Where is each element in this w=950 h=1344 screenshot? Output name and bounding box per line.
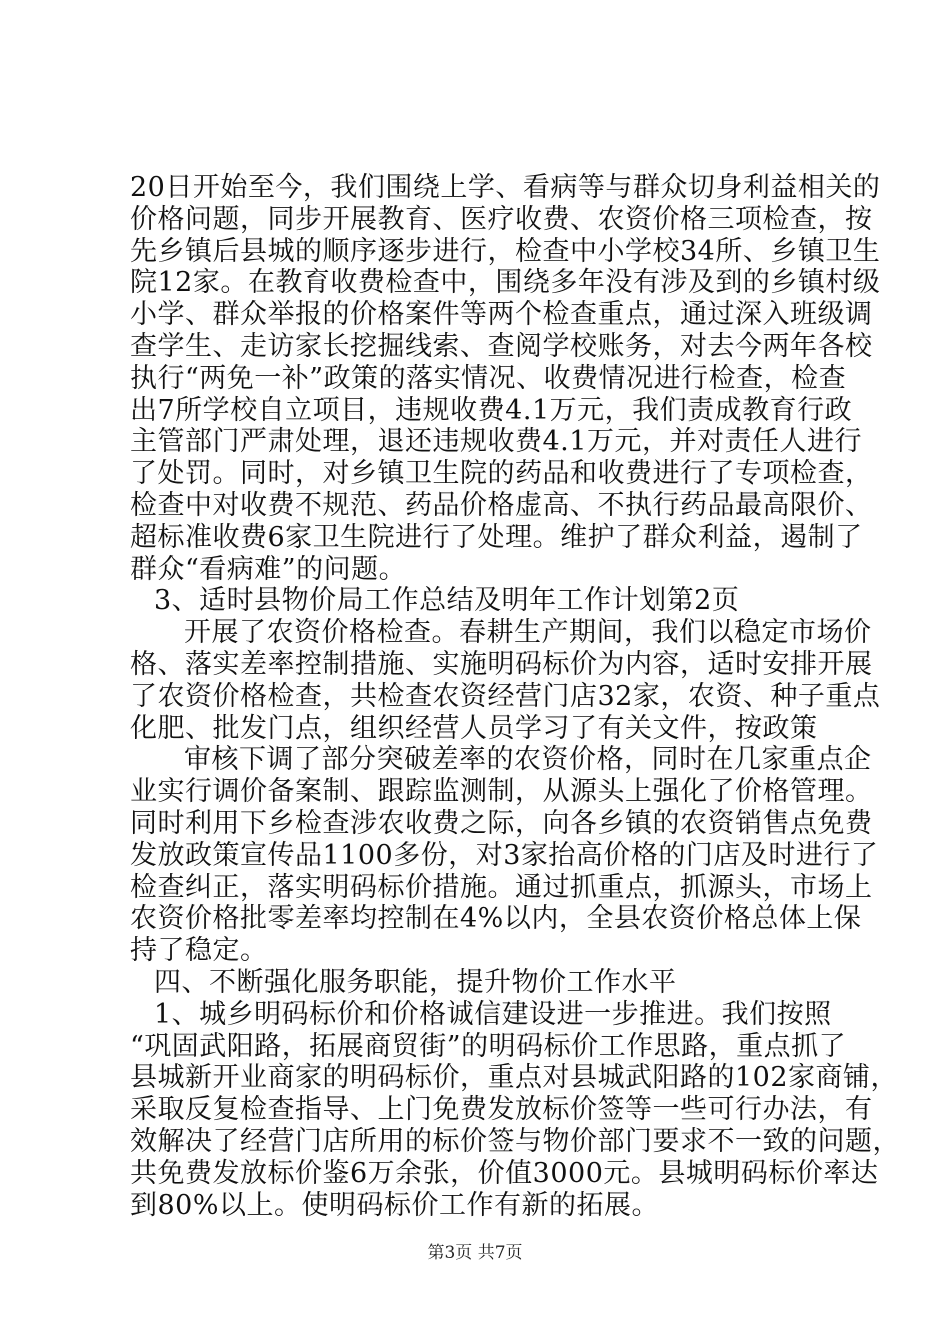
text-line: 审核下调了部分突破差率的农资价格，同时在几家重点企: [184, 744, 872, 776]
text-line: 到80%以上。使明码标价工作有新的拓展。: [130, 1189, 660, 1221]
text-line: 共免费发放标价鉴6万余张，价值3000元。县城明码标价率达: [130, 1157, 879, 1189]
text-line: 效解决了经营门店所用的标价签与物价部门要求不一致的问题，: [130, 1125, 900, 1157]
text-line: 1、城乡明码标价和价格诚信建设进一步推进。我们按照: [154, 998, 832, 1030]
text-line: 检查纠正，落实明码标价措施。通过抓重点，抓源头，市场上: [130, 871, 873, 903]
text-line: 了处罚。同时，对乡镇卫生院的药品和收费进行了专项检查，: [130, 458, 873, 490]
text-line: 持了稳定。: [130, 935, 268, 967]
text-line: “巩固武阳路，拓展商贸街”的明码标价工作思路，重点抓了: [130, 1030, 847, 1062]
text-line: 小学、群众举报的价格案件等两个检查重点，通过深入班级调: [130, 299, 873, 331]
page-footer: [0, 1242, 950, 1264]
section-heading-4: [130, 967, 830, 999]
text-line: 超标准收费6家卫生院进行了处理。维护了群众利益，遏制了: [130, 521, 863, 553]
text-line: 采取反复检查指导、上门免费发放标价签等一些可行办法，有: [130, 1094, 873, 1126]
text-line: 了农资价格检查，共检查农资经营门店32家，农资、种子重点: [130, 680, 881, 712]
text-line: 开展了农资价格检查。春耕生产期间，我们以稳定市场价: [184, 617, 872, 649]
heading-line: 3、适时县物价局工作总结及明年工作计划第2页: [154, 585, 740, 617]
text-line: 执行“两免一补”政策的落实情况、收费情况进行检查，检查: [130, 362, 847, 394]
paragraph-price-labeling: [130, 998, 900, 1222]
text-line: 业实行调价备案制、跟踪监测制，从源头上强化了价格管理。: [130, 776, 873, 808]
text-line: 院12家。在教育收费检查中，围绕多年没有涉及到的乡镇村级: [130, 267, 881, 299]
document-body: [130, 172, 900, 1221]
text-line: 查学生、走访家长挖掘线索、查阅学校账务，对去今两年各校: [130, 330, 873, 362]
page-number: 第3页 共7页: [427, 1243, 523, 1263]
text-line: 化肥、批发门点，组织经营人员学习了有关文件，按政策: [130, 712, 818, 744]
heading-line: 四、不断强化服务职能，提升物价工作水平: [154, 966, 677, 998]
text-line: 群众“看病难”的问题。: [130, 553, 407, 585]
text-line: 检查中对收费不规范、药品价格虚高、不执行药品最高限价、: [130, 489, 873, 521]
paragraph-agri-check: [130, 617, 881, 744]
text-line: 县城新开业商家的明码标价，重点对县城武阳路的102家商铺，: [130, 1062, 899, 1094]
section-heading-3: [130, 585, 830, 617]
text-line: 同时利用下乡检查涉农收费之际，向各乡镇的农资销售点免费: [130, 807, 873, 839]
text-line: 发放政策宣传品1100多份，对3家抬高价格的门店及时进行了: [130, 839, 879, 871]
text-line: 价格问题，同步开展教育、医疗收费、农资价格三项检查，按: [130, 203, 873, 235]
text-line: 出7所学校自立项目，违规收费4.1万元，我们责成教育行政: [130, 394, 853, 426]
text-line: 先乡镇后县城的顺序逐步进行，检查中小学校34所、乡镇卫生: [130, 235, 881, 267]
text-line: 20日开始至今，我们围绕上学、看病等与群众切身利益相关的: [130, 172, 881, 203]
text-line: 格、落实差率控制措施、实施明码标价为内容，适时安排开展: [130, 648, 873, 680]
paragraph-price-checks: [130, 172, 881, 585]
text-line: 主管部门严肃处理，退还违规收费4.1万元，并对责任人进行: [130, 426, 862, 458]
text-line: 农资价格批零差率均控制在4%以内，全县农资价格总体上保: [130, 903, 862, 935]
paragraph-price-review: [130, 744, 879, 967]
